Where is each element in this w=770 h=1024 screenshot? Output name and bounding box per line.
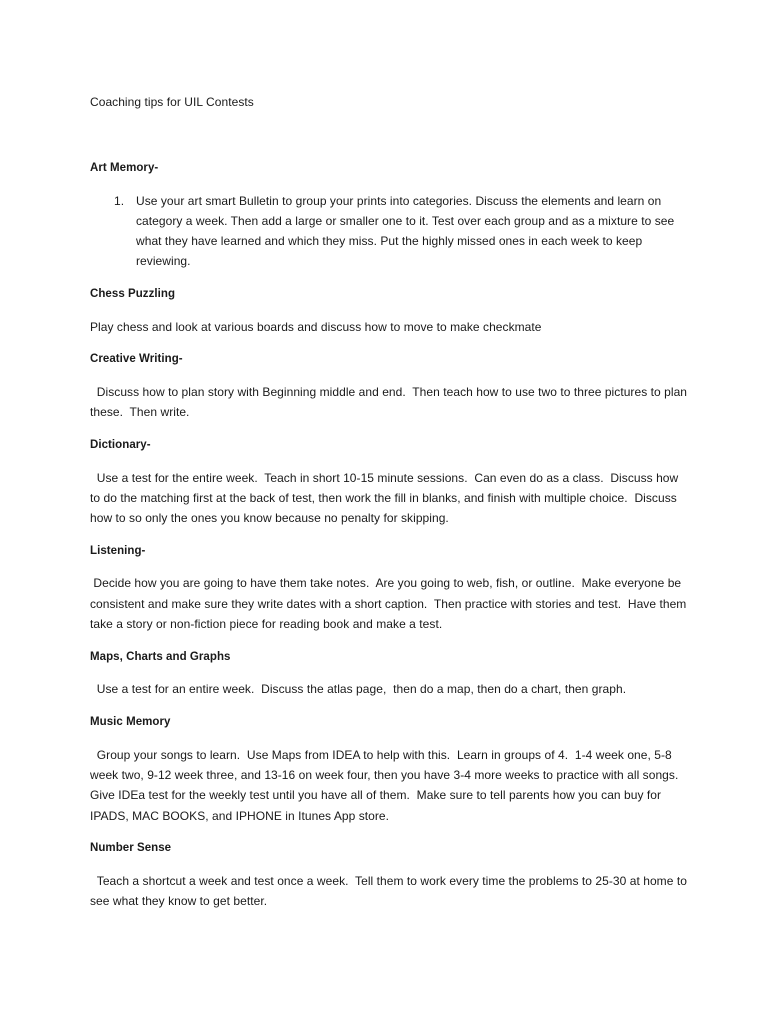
list-number: 1. bbox=[114, 193, 125, 208]
section-paragraph: Use a test for an entire week. Discuss the atlas page, then do a map, then do a chart, then graph. bbox=[90, 682, 627, 697]
section-heading: Number Sense bbox=[90, 842, 172, 855]
section-listening bbox=[90, 541, 690, 634]
section-heading: Dictionary- bbox=[90, 439, 151, 452]
section-music-memory bbox=[90, 712, 690, 826]
section-heading: Chess Puzzling bbox=[90, 288, 176, 301]
section-chess-puzzling bbox=[90, 284, 690, 337]
section-number-sense bbox=[90, 838, 690, 911]
section-creative-writing bbox=[90, 349, 690, 422]
document-title: Coaching tips for UIL Contests bbox=[90, 95, 254, 109]
section-paragraph: Discuss how to plan story with Beginning middle and end. Then teach how to use two to three pictures to plan these. Then write. bbox=[90, 384, 691, 420]
section-paragraph: Use a test for the entire week. Teach in short 10-15 minute sessions. Can even do as a class. Discuss how to do the matching first at the back of test, then work the fill in blanks, and finish with multiple choice. Discuss how to so only the ones you know because no penalty for skipping. bbox=[90, 470, 682, 526]
section-heading: Maps, Charts and Graphs bbox=[90, 650, 231, 663]
sections-container bbox=[90, 158, 690, 924]
list-item-text: Use your art smart Bulletin to group your prints into categories. Discuss the elements and learn on category a week. Then add a large or smaller one to it. Test over each group and as a mixture to see what they have learned and which they miss. Put the highly missed ones in each week to keep reviewing. bbox=[136, 193, 675, 269]
list-item bbox=[90, 191, 690, 272]
section-paragraph: Decide how you are going to have them take notes. Are you going to web, fish, or outline. Make everyone be consistent and make sure they write dates with a short caption. Then practice with stories and test. Have them take a story or non-fiction piece for reading book and make a test. bbox=[90, 576, 690, 632]
section-heading: Art Memory- bbox=[90, 162, 159, 174]
section-art-memory bbox=[90, 158, 690, 272]
section-heading: Listening- bbox=[90, 544, 146, 557]
section-dictionary bbox=[90, 435, 690, 528]
section-heading: Creative Writing- bbox=[90, 353, 183, 366]
section-paragraph: Teach a shortcut a week and test once a week. Tell them to work every time the problems to 25-30 at home to see what they know to get better. bbox=[90, 873, 691, 909]
section-maps-charts-graphs bbox=[90, 647, 690, 700]
section-heading: Music Memory bbox=[90, 716, 171, 729]
tip-list bbox=[90, 191, 690, 272]
section-paragraph: Group your songs to learn. Use Maps from IDEA to help with this. Learn in groups of 4. 1-4 week one, 5-8 week two, 9-12 week three, and 13-16 on week four, then you have 3-4 more weeks to practice with all songs. Give IDEa test for the weekly test until you have all of them. Make sure to tell parents how you can buy for IPADS, MAC BOOKS, and IPHONE in Itunes App store. bbox=[90, 747, 686, 823]
section-paragraph: Play chess and look at various boards and discuss how to move to make checkmate bbox=[90, 319, 542, 334]
